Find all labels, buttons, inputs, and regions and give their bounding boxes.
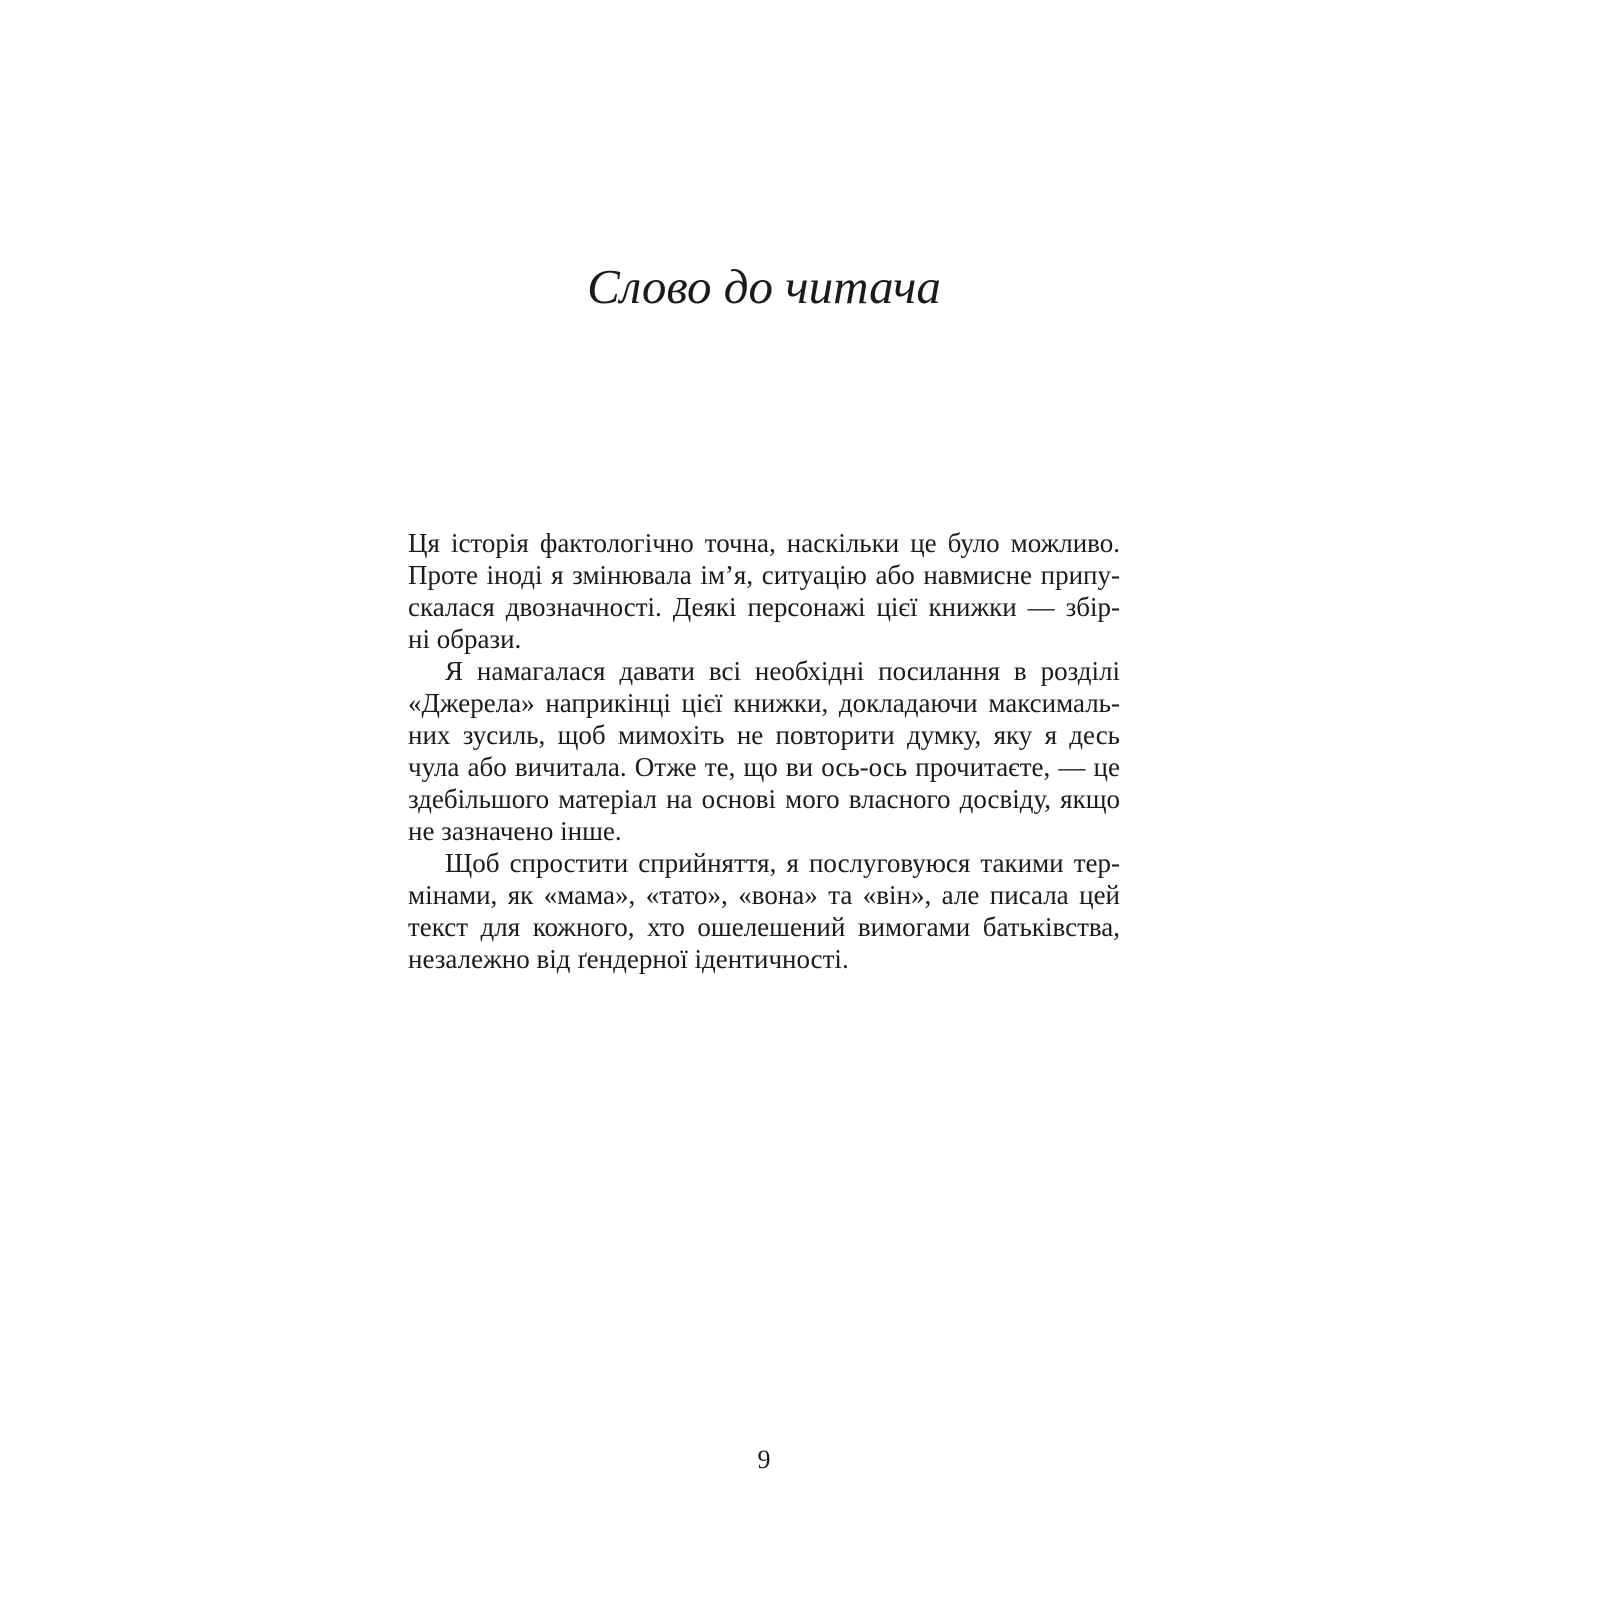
page-number: 9: [757, 1445, 771, 1474]
text-line: здебільшого матеріал на основі мого власного досвіду, якщо: [408, 784, 1120, 814]
text-line: скалася двозначності. Деякі персонажі цієї книжки — збір-: [408, 592, 1120, 622]
text-line: не зазначено інше.: [408, 816, 622, 846]
paragraph: [408, 655, 1120, 847]
chapter-title: Слово до читача: [587, 259, 941, 314]
text-line: чула або вичитала. Отже те, що ви ось-ось прочитаєте, — це: [408, 752, 1120, 782]
text-line: Проте іноді я змінювала ім’я, ситуацію або навмисне припу-: [408, 560, 1120, 590]
text-line: ні образи.: [408, 624, 522, 654]
text-line: мінами, як «мама», «тато», «вона» та «він», але писала цей: [408, 880, 1120, 910]
body-text: [408, 527, 1120, 975]
text-line: «Джерела» наприкінці цієї книжки, докладаючи максималь-: [408, 688, 1120, 718]
text-line: текст для кожного, хто ошелешений вимогами батьківства,: [408, 912, 1120, 942]
text-line: Ця історія фактологічно точна, наскільки це було можливо.: [408, 528, 1120, 558]
paragraph: [408, 847, 1120, 975]
text-line: Щоб спростити сприйняття, я послуговуюся такими тер-: [445, 848, 1120, 878]
paragraph: [408, 527, 1120, 655]
text-line: незалежно від ґендерної ідентичності.: [408, 944, 849, 974]
text-line: них зусиль, щоб мимохіть не повторити думку, яку я десь: [408, 720, 1120, 750]
text-line: Я намагалася давати всі необхідні посилання в розділі: [445, 656, 1120, 686]
